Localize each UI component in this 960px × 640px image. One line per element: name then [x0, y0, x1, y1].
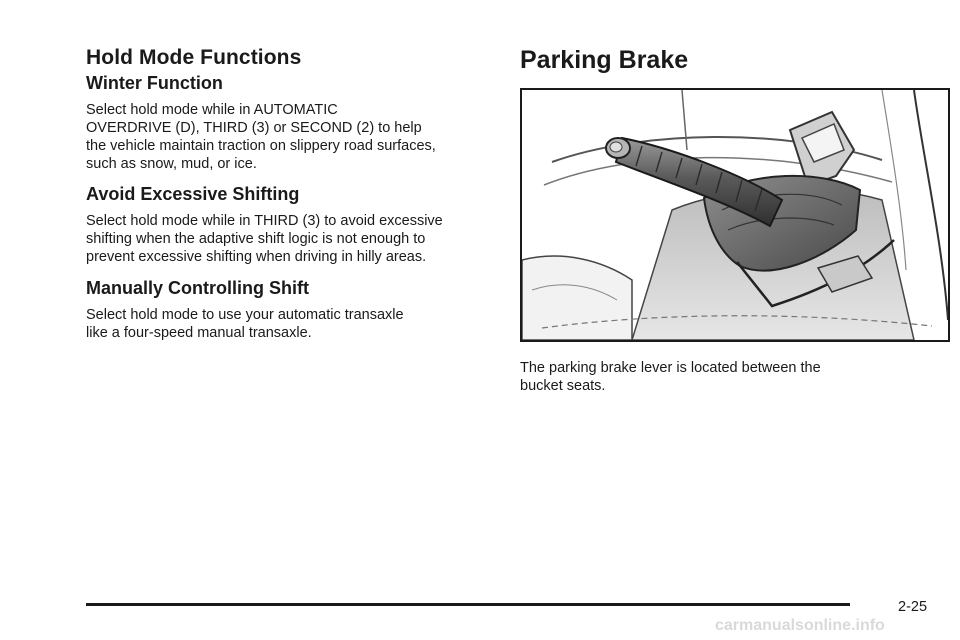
winter-function-heading: Winter Function: [86, 73, 223, 93]
footer-rule: [86, 603, 850, 606]
hold-mode-functions-heading: Hold Mode Functions: [86, 46, 302, 69]
parking-brake-caption: The parking brake lever is located between the bucket seats.: [520, 360, 821, 394]
watermark: carmanualsonline.info: [715, 617, 885, 634]
page-number: 2-25: [898, 599, 928, 615]
avoid-excessive-shifting-text: Select hold mode while in THIRD (3) to avoid excessive shifting when the adaptive shift logic is not enough to prevent excessive shifting when driving in hilly areas.: [86, 213, 443, 265]
manually-controlling-shift-heading: Manually Controlling Shift: [86, 278, 309, 298]
parking-brake-title: Parking Brake: [520, 46, 689, 74]
parking-brake-lever-illustration-icon: [522, 90, 948, 340]
winter-function-text: Select hold mode while in AUTOMATIC OVERDRIVE (D), THIRD (3) or SECOND (2) to help the vehicle maintain traction on slippery road surfaces, such as snow, mud, or ice.: [86, 102, 436, 172]
manually-controlling-shift-text: Select hold mode to use your automatic transaxle like a four-speed manual transaxle.: [86, 307, 404, 341]
parking-brake-figure: [520, 88, 950, 342]
avoid-excessive-shifting-heading: Avoid Excessive Shifting: [86, 184, 300, 204]
